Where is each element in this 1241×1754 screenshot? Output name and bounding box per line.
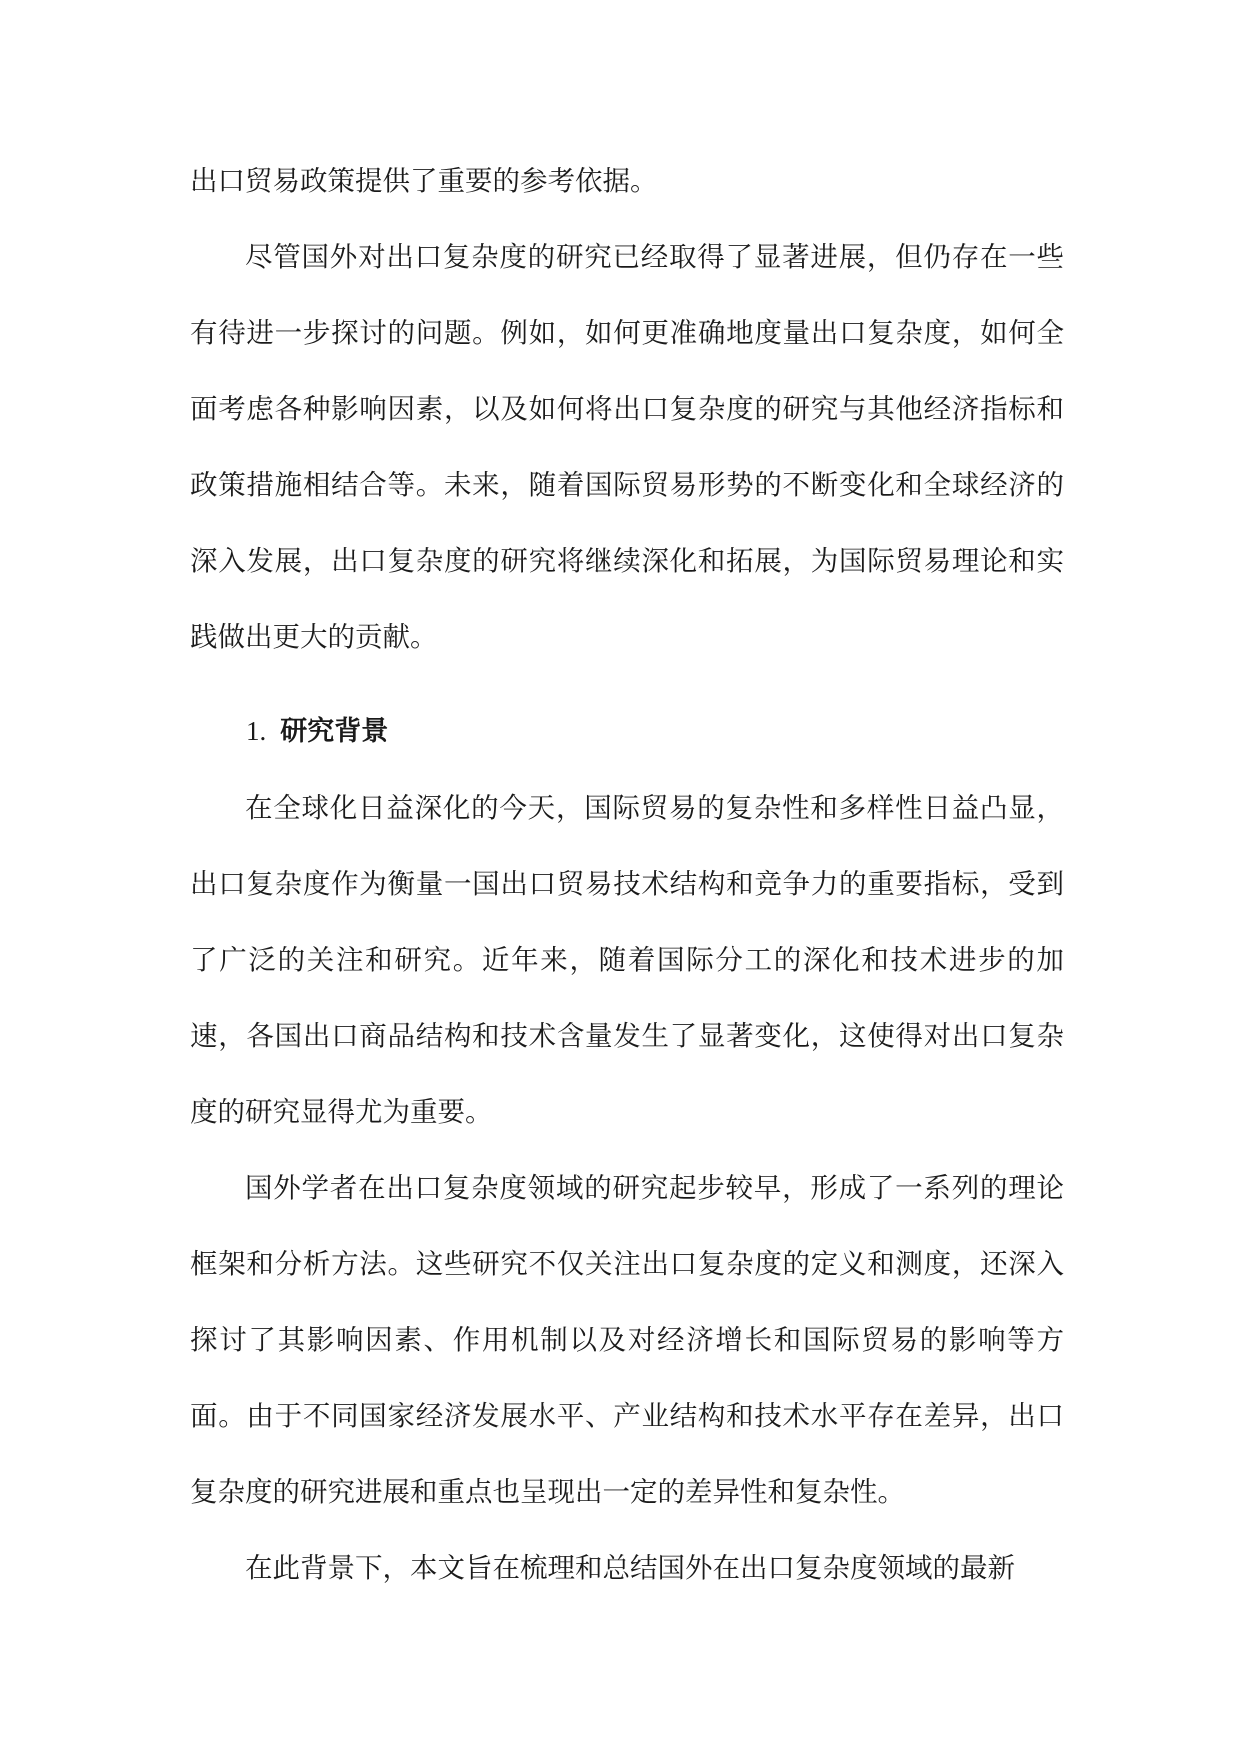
section-heading [190, 693, 1064, 770]
section-number: 1. [246, 716, 267, 746]
body-text [190, 143, 1064, 1606]
paragraph-research-gaps: 尽管国外对出口复杂度的研究已经取得了显著进展，但仍存在一些有待进一步探讨的问题。例如，如何更准确地度量出口复杂度，如何全面考虑各种影响因素，以及如何将出口复杂度的研究与其他经济指标和政策措施相结合等。未来，随着国际贸易形势的不断变化和全球经济的深入发展，出口复杂度的研究将继续深化和拓展，为国际贸易理论和实践做出更大的贡献。 [190, 241, 1064, 653]
paragraph-background-1: 在全球化日益深化的今天，国际贸易的复杂性和多样性日益凸显，出口复杂度作为衡量一国出口贸易技术结构和竞争力的重要指标，受到了广泛的关注和研究。近年来，随着国际分工的深化和技术进步的加速，各国出口商品结构和技术含量发生了显著变化，这使得对出口复杂度的研究显得尤为重要。 [190, 792, 1064, 1128]
paragraph-continued: 出口贸易政策提供了重要的参考依据。 [190, 165, 658, 197]
paragraph-background-3: 在此背景下，本文旨在梳理和总结国外在出口复杂度领域的最新 [245, 1552, 1015, 1584]
paragraph-background-2: 国外学者在出口复杂度领域的研究起步较早，形成了一系列的理论框架和分析方法。这些研究不仅关注出口复杂度的定义和测度，还深入探讨了其影响因素、作用机制以及对经济增长和国际贸易的影响等方面。由于不同国家经济发展水平、产业结构和技术水平存在差异，出口复杂度的研究进展和重点也呈现出一定的差异性和复杂性。 [190, 1172, 1064, 1508]
section-title: 研究背景 [280, 716, 389, 747]
